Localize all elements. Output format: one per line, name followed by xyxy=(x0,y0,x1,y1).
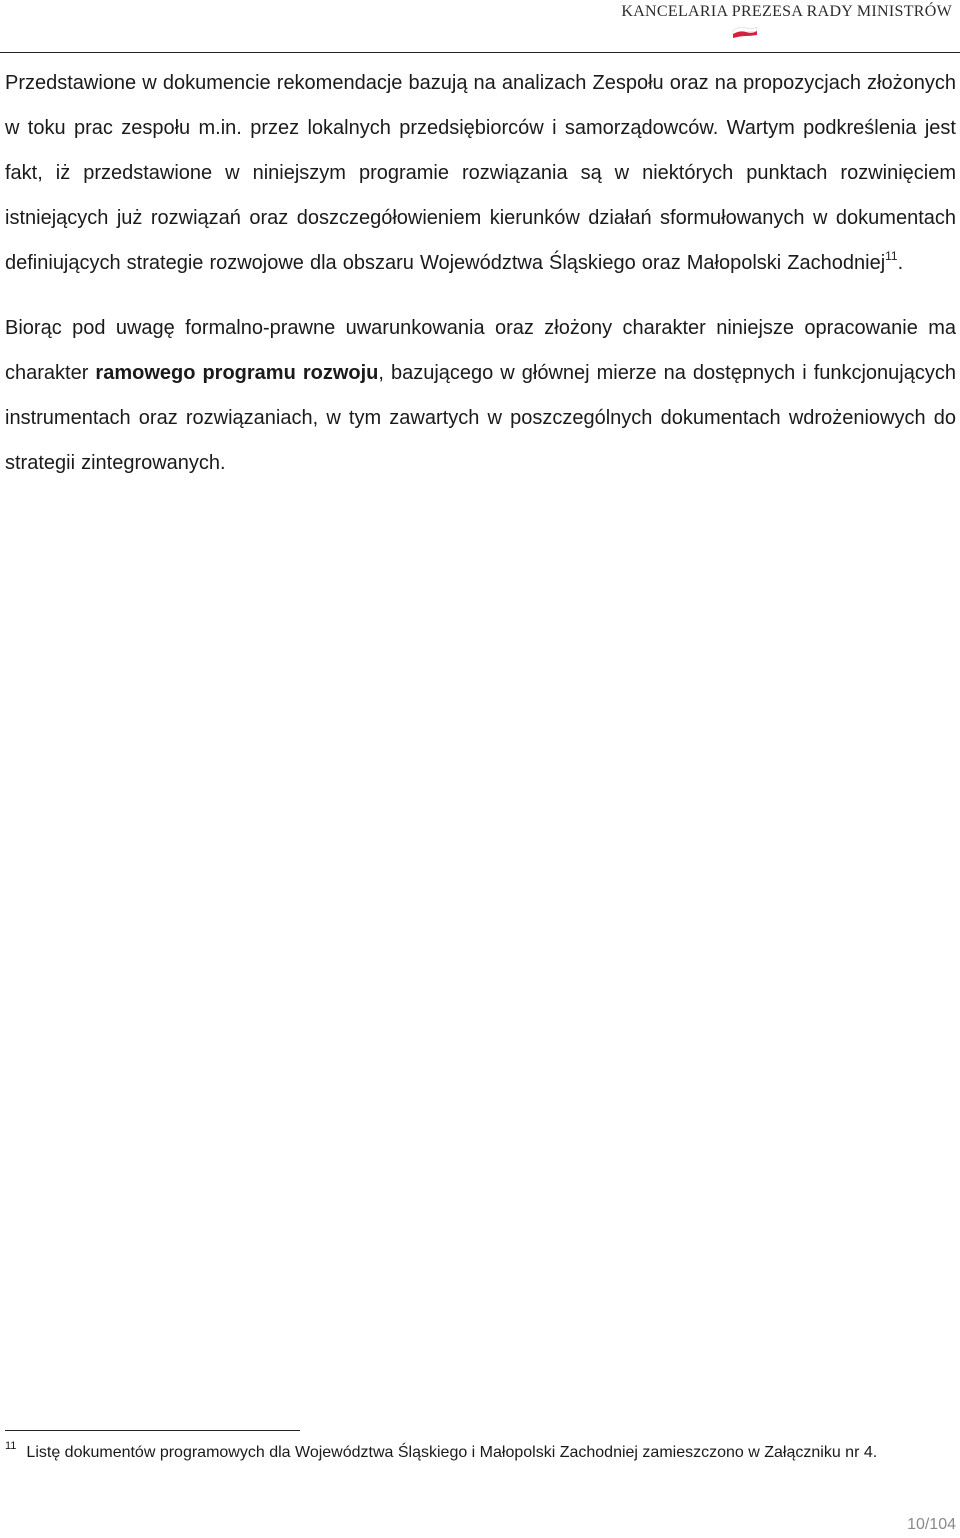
page-header xyxy=(0,0,960,54)
header-organization-name: KANCELARIA PREZESA RADY MINISTRÓW xyxy=(621,3,952,20)
paragraph-2-text-after: , bazującego w głównej mierze na dostępnych i funkcjonujących instrumentach oraz rozwiązaniach, w tym zawartych w poszczególnych dokumentach wdrożeniowych do strategii zintegrowanych. xyxy=(5,362,956,474)
polish-flag-ribbon-icon xyxy=(732,25,758,39)
footnote-text: Listę dokumentów programowych dla Województwa Śląskiego i Małopolski Zachodniej zamieszczono w Załączniku nr 4. xyxy=(26,1444,878,1461)
paragraph-1-end: . xyxy=(897,252,904,274)
paragraph-2-text-before: Biorąc pod uwagę formalno-prawne uwarunkowania oraz złożony charakter niniejsze opracowanie ma charakter xyxy=(5,317,956,384)
document-body xyxy=(5,61,956,506)
paragraph-1 xyxy=(5,61,956,286)
header-rule xyxy=(0,52,960,53)
page-number: 10/104 xyxy=(907,1516,956,1533)
paragraph-1-text: Przedstawione w dokumencie rekomendacje bazują na analizach Zespołu oraz na propozycjach złożonych w toku prac zespołu m.in. przez lokalnych przedsiębiorców i samorządowców. Wartym podkreślenia jest fakt, iż przedstawione w niniejszym programie rozwiązania są w niektórych punktach rozwinięciem istniejących już rozwiązań oraz doszczegółowieniem kierunków działań sformułowanych w dokumentach definiujących strategie rozwojowe dla obszaru Województwa Śląskiego oraz Małopolski Zachodniej xyxy=(5,72,956,274)
paragraph-2-bold-phrase: ramowego programu rozwoju xyxy=(95,362,379,384)
footnote-number: 11 xyxy=(5,1440,17,1452)
footnote-11 xyxy=(5,1440,956,1466)
footnote-separator xyxy=(5,1430,300,1431)
paragraph-2 xyxy=(5,306,956,486)
footnote-reference-11[interactable]: 11 xyxy=(885,249,898,263)
